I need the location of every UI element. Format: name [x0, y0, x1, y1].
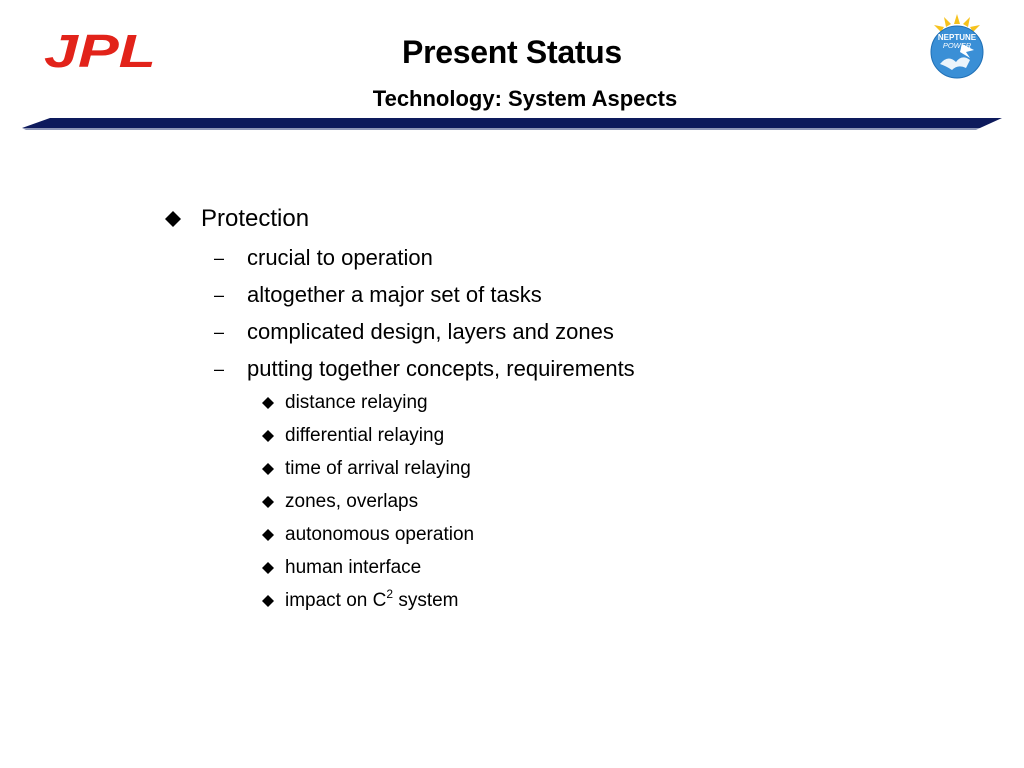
impact-prefix: impact on C: [285, 590, 387, 611]
subpoint-text-impact: [285, 587, 459, 612]
point-text: altogether a major set of tasks: [247, 282, 542, 307]
subpoint-item: [262, 423, 444, 449]
dash-bullet: –: [214, 358, 225, 379]
point-item: [214, 243, 433, 273]
subpoint-item: [262, 456, 471, 482]
diamond-bullet-icon: [262, 397, 274, 409]
badge-line-2: POWER: [942, 41, 972, 50]
jpl-logo-text: JPL: [44, 32, 156, 70]
point-text: complicated design, layers and zones: [247, 319, 614, 344]
diamond-bullet-icon: [262, 463, 274, 475]
point-item: [214, 317, 614, 347]
diamond-bullet-icon: [262, 529, 274, 541]
subpoint-item: [262, 522, 474, 548]
point-item: [214, 280, 542, 310]
heading-text: Protection: [201, 205, 310, 232]
subpoint-item: [262, 588, 459, 614]
subpoint-text: autonomous operation: [285, 524, 475, 545]
subpoint-item: [262, 390, 428, 416]
subpoint-item: [262, 555, 421, 581]
point-item: [214, 354, 635, 384]
diamond-bullet-icon: [262, 430, 274, 442]
impact-superscript: 2: [386, 587, 394, 601]
diamond-bullet-icon: [165, 211, 181, 227]
diamond-bullet-icon: [262, 595, 274, 607]
badge-line-1: NEPTUNE: [937, 33, 977, 42]
point-text: putting together concepts, requirements: [247, 356, 635, 381]
subpoint-item: [262, 489, 418, 515]
page-title: Present Status: [402, 34, 622, 70]
dash-bullet: –: [214, 284, 225, 305]
subpoint-text: differential relaying: [285, 425, 445, 446]
point-text: crucial to operation: [247, 245, 433, 270]
subpoint-text: zones, overlaps: [285, 491, 419, 512]
subpoint-text: distance relaying: [285, 392, 428, 413]
subpoint-text: time of arrival relaying: [285, 458, 471, 479]
dash-bullet: –: [214, 321, 225, 342]
page-subtitle: Technology: System Aspects: [372, 86, 678, 111]
impact-suffix: system: [393, 590, 459, 611]
diamond-bullet-icon: [262, 562, 274, 574]
bullet-protection: [165, 203, 309, 235]
subpoint-text: human interface: [285, 557, 422, 578]
dash-bullet: –: [214, 247, 225, 268]
diamond-bullet-icon: [262, 496, 274, 508]
